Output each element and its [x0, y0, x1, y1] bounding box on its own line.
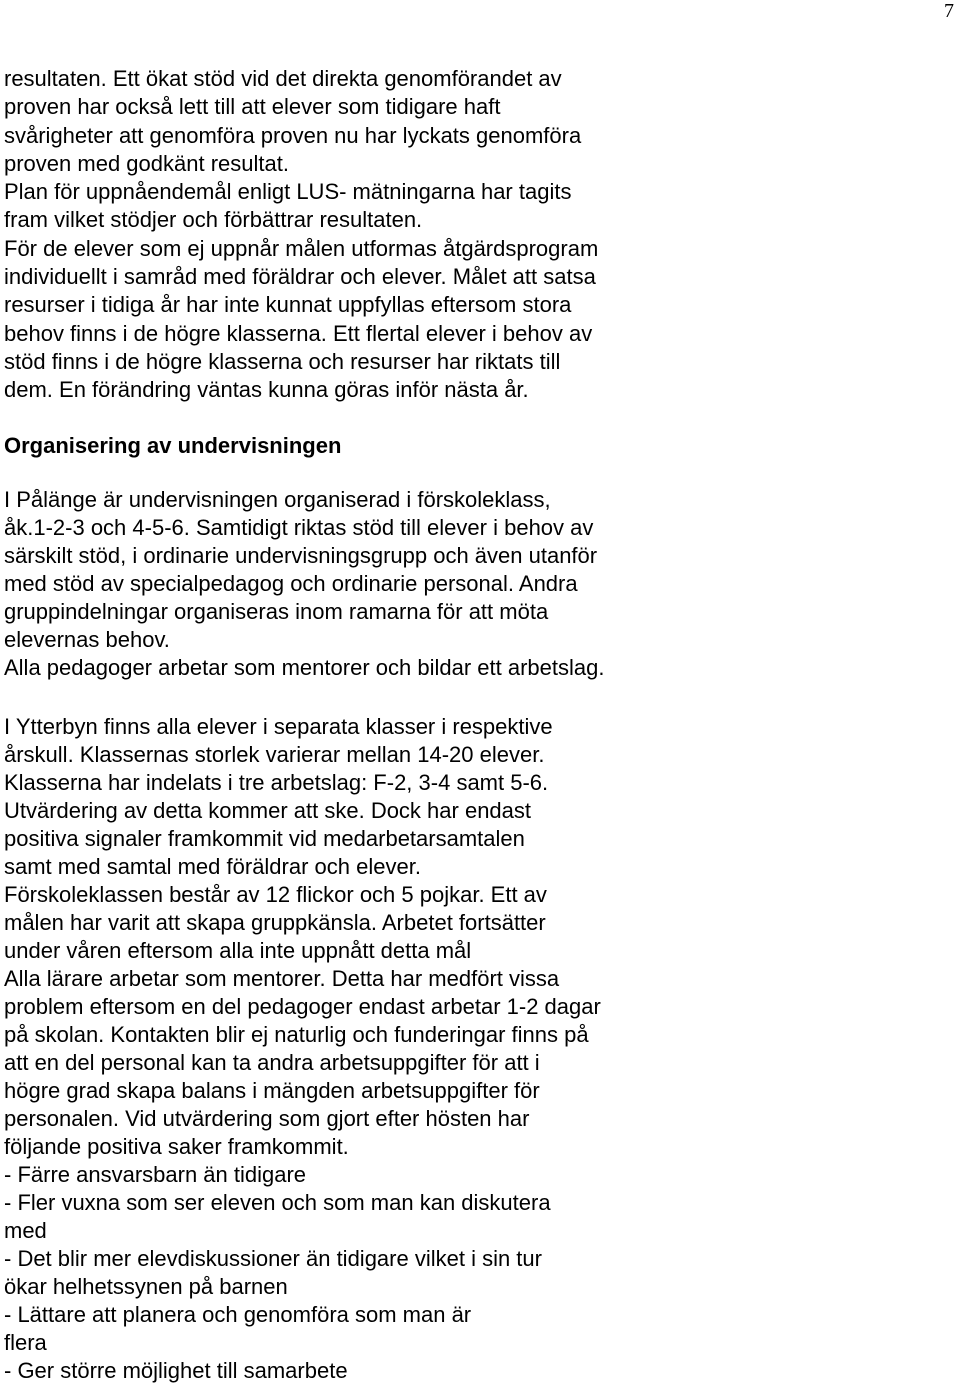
- text-line: åk.1-2-3 och 4-5-6. Samtidigt riktas stöd till elever i behov av: [4, 515, 594, 540]
- text-line: elevernas behov.: [4, 627, 170, 652]
- text-line: samt med samtal med föräldrar och elever.: [4, 854, 421, 879]
- list-item: flera: [4, 1330, 47, 1355]
- text-line: med stöd av specialpedagog och ordinarie personal. Andra: [4, 571, 578, 596]
- paragraph-ytterbyn: [4, 713, 601, 1385]
- list-item: med: [4, 1218, 47, 1243]
- text-line: behov finns i de högre klasserna. Ett flertal elever i behov av: [4, 320, 593, 346]
- text-line: Klasserna har indelats i tre arbetslag: F-2, 3-4 samt 5-6.: [4, 770, 549, 795]
- text-line: högre grad skapa balans i mängden arbetsuppgifter för: [4, 1078, 540, 1103]
- text-line: individuellt i samråd med föräldrar och elever. Målet att satsa: [4, 264, 596, 290]
- text-line: Plan för uppnåendemål enligt LUS- mätningarna har tagits: [4, 179, 572, 205]
- section-heading: Organisering av undervisningen: [4, 433, 342, 458]
- text-line: målen har varit att skapa gruppkänsla. Arbetet fortsätter: [4, 910, 546, 935]
- text-line: på skolan. Kontakten blir ej naturlig och funderingar finns på: [4, 1022, 589, 1047]
- paragraph-palange: [4, 486, 604, 682]
- text-line: I Ytterbyn finns alla elever i separata klasser i respektive: [4, 714, 553, 739]
- text-line: proven med godkänt resultat.: [4, 150, 289, 176]
- list-item: - Fler vuxna som ser eleven och som man kan diskutera: [4, 1190, 551, 1215]
- text-line: resultaten. Ett ökat stöd vid det direkta genomförandet av: [4, 66, 562, 91]
- text-line: under våren eftersom alla inte uppnått detta mål: [4, 938, 472, 963]
- list-item: ökar helhetssynen på barnen: [4, 1274, 288, 1299]
- text-line: stöd finns i de högre klasserna och resurser har riktats till: [4, 348, 561, 374]
- text-line: fram vilket stödjer och förbättrar resultaten.: [4, 207, 423, 233]
- text-line: Utvärdering av detta kommer att ske. Dock har endast: [4, 798, 532, 823]
- text-line: resurser i tidiga år har inte kunnat uppfyllas eftersom stora: [4, 292, 572, 318]
- list-item: - Ger större möjlighet till samarbete: [4, 1358, 348, 1383]
- page-number: 7: [944, 0, 954, 22]
- text-line: dem. En förändring väntas kunna göras inför nästa år.: [4, 377, 529, 403]
- text-line: positiva signaler framkommit vid medarbetarsamtalen: [4, 826, 525, 851]
- text-line: Förskoleklassen består av 12 flickor och 5 pojkar. Ett av: [4, 882, 547, 907]
- text-line: proven har också lett till att elever som tidigare haft: [4, 94, 501, 120]
- text-line: årskull. Klassernas storlek varierar mellan 14-20 elever.: [4, 742, 545, 767]
- text-line: I Pålänge är undervisningen organiserad i förskoleklass,: [4, 487, 551, 512]
- text-line: Alla lärare arbetar som mentorer. Detta har medfört vissa: [4, 966, 560, 991]
- text-line: För de elever som ej uppnår målen utformas åtgärdsprogram: [4, 235, 599, 261]
- list-item: - Lättare att planera och genomföra som man är: [4, 1302, 472, 1327]
- text-line: följande positiva saker framkommit.: [4, 1134, 349, 1159]
- list-item: - Färre ansvarsbarn än tidigare: [4, 1162, 307, 1187]
- paragraph-results: [4, 65, 598, 405]
- text-line: personalen. Vid utvärdering som gjort efter hösten har: [4, 1106, 530, 1131]
- text-line: särskilt stöd, i ordinarie undervisningsgrupp och även utanför: [4, 543, 598, 568]
- text-line: gruppindelningar organiseras inom ramarna för att möta: [4, 599, 549, 624]
- text-line: Alla pedagoger arbetar som mentorer och bildar ett arbetslag.: [4, 655, 605, 680]
- text-line: svårigheter att genomföra proven nu har lyckats genomföra: [4, 122, 582, 148]
- list-item: - Det blir mer elevdiskussioner än tidigare vilket i sin tur: [4, 1246, 542, 1271]
- text-line: att en del personal kan ta andra arbetsuppgifter för att i: [4, 1050, 540, 1075]
- text-line: problem eftersom en del pedagoger endast arbetar 1-2 dagar: [4, 994, 601, 1019]
